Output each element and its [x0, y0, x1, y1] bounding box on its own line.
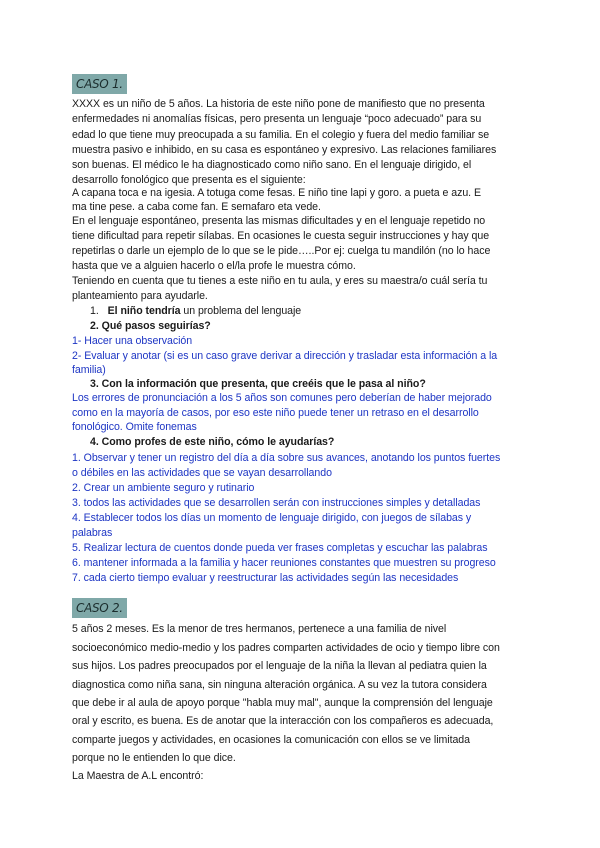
- answer-4-line: 1. Observar y tener un registro del día a día sobre sus avances, anotando los puntos fuertes: [72, 452, 501, 464]
- caso2-paragraph-line: oral y escrito, es buena. Es de anotar que la interacción con los compañeros es adecuada,: [72, 715, 494, 727]
- question-1-rest: un problema del lenguaje: [180, 305, 302, 317]
- caso1-paragraph-line: XXXX es un niño de 5 años. La historia de este niño pone de manifiesto que no presenta: [72, 98, 485, 110]
- caso1-paragraph-line: planteamiento para ayudarle.: [72, 290, 208, 302]
- caso1-paragraph-line: En el lenguaje espontáneo, presenta las mismas dificultades y en el lenguaje repetido no: [72, 215, 486, 227]
- question-1-number: 1.: [90, 305, 99, 317]
- answer-3-line: fonológico. Omite fonemas: [72, 421, 197, 433]
- answer-4-line: palabras: [72, 527, 113, 539]
- answer-3-line: como en la mayoría de casos, por eso este niño puede tener un retraso en el desarrollo: [72, 407, 479, 419]
- caso1-paragraph-line: ma tine pese. a caba come fan. E semafaro eta vede.: [72, 201, 321, 213]
- question-2: 2. Qué pasos seguirías?: [90, 320, 211, 332]
- caso1-paragraph-line: muestra pasivo e inhibido, en su casa es espontáneo y expresivo. Las relaciones familiares: [72, 144, 497, 156]
- question-4: 4. Como profes de este niño, cómo le ayudarías?: [90, 436, 335, 448]
- caso1-paragraph-line: son buenas. El médico le ha diagnosticado como niño sano. En el lenguaje dirigido, el: [72, 159, 472, 171]
- answer-2-line: familia): [72, 364, 106, 376]
- caso1-heading: CASO 1.: [72, 74, 127, 94]
- caso2-paragraph-line: sus hijos. Los padres preocupados por el lenguaje de la niña la llevan al pediatra quien la: [72, 660, 487, 672]
- caso2-paragraph-line: que debe ir al aula de apoyo porque "habla muy mal", aunque la comprensión del lenguaje: [72, 697, 493, 709]
- answer-4-line: 7. cada cierto tiempo evaluar y reestructurar las actividades según las necesidades: [72, 572, 459, 584]
- answer-3-line: Los errores de pronunciación a los 5 años son comunes pero deberían de haber mejorado: [72, 392, 492, 404]
- answer-4-line: 2. Crear un ambiente seguro y rutinario: [72, 482, 255, 494]
- caso2-heading: CASO 2.: [72, 598, 127, 618]
- caso2-paragraph-line: diagnostica como niña sana, sin ninguna alteración orgánica. A su vez la tutora considera: [72, 679, 487, 691]
- caso2-paragraph-line: 5 años 2 meses. Es la menor de tres hermanos, pertenece a una familia de nivel: [72, 623, 447, 635]
- question-1-bold: El niño tendría: [107, 305, 181, 317]
- question-1: [90, 304, 301, 318]
- caso1-paragraph-line: A capana toca e na igesia. A totuga come fesas. E niño tine lapi y goro. a pueta e azu. E: [72, 187, 481, 199]
- caso2-paragraph-line: La Maestra de A.L encontró:: [72, 770, 204, 782]
- answer-4-line: o débiles en las actividades que se vayan desarrollando: [72, 467, 332, 479]
- answer-4-line: 6. mantener informada a la familia y hacer reuniones constantes que muestren su progreso: [72, 557, 496, 569]
- caso2-paragraph-line: comparte juegos y actividades, en ocasiones la comunicación con ellos se ve limitada: [72, 734, 470, 746]
- caso1-paragraph-line: tiene dificultad para repetir sílabas. En ocasiones le cuesta seguir instrucciones y hay que: [72, 230, 490, 242]
- caso1-paragraph-line: edad lo que tiene muy preocupada a su familia. En el colegio y fuera del medio familiar se: [72, 129, 490, 141]
- answer-4-line: 4. Establecer todos los días un momento de lenguaje dirigido, con juegos de sílabas y: [72, 512, 472, 524]
- answer-4-line: 5. Realizar lectura de cuentos donde pueda ver frases completas y escuchar las palabras: [72, 542, 488, 554]
- caso1-paragraph-line: desarrollo fonológico que presenta es el siguiente:: [72, 174, 306, 186]
- answer-2-line: 1- Hacer una observación: [72, 335, 193, 347]
- caso2-paragraph-line: socioeconómico medio-medio y los padres comparten actividades de ocio y tiempo libre con: [72, 642, 500, 654]
- answer-2-line: 2- Evaluar y anotar (si es un caso grave derivar a dirección y trasladar esta información a la: [72, 350, 498, 362]
- answer-4-line: 3. todos las actividades que se desarrollen serán con instrucciones simples y detalladas: [72, 497, 481, 509]
- caso1-paragraph-line: Teniendo en cuenta que tu tienes a este niño en tu aula, y eres su maestra/o cuál sería tu: [72, 275, 488, 287]
- caso1-paragraph-line: hasta que ve a alguien hacerlo o el/la profe le muestra cómo.: [72, 260, 356, 272]
- caso1-paragraph-line: repetirlas o darle un ejemplo de lo que se le pide…..Por ej: cuelga tu mandilón (no lo hace: [72, 245, 491, 257]
- question-3: 3. Con la información que presenta, que creéis que le pasa al niño?: [90, 378, 426, 390]
- caso1-paragraph-line: enfermedades ni anomalías físicas, pero presenta un lenguaje “poco adecuado” para su: [72, 113, 482, 125]
- caso2-paragraph-line: porque no le entienden lo que dice.: [72, 752, 236, 764]
